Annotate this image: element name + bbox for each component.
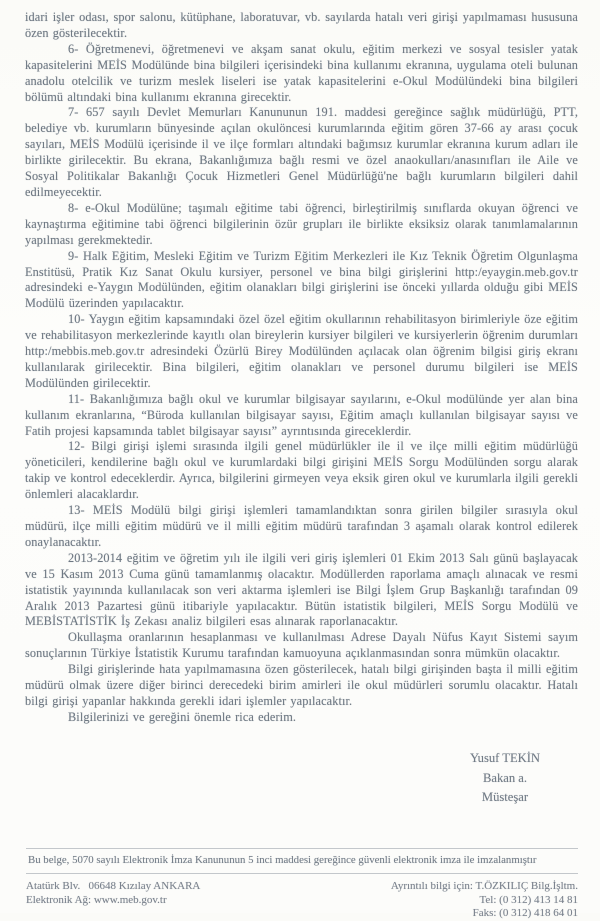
signatory-on-behalf: Bakan a.: [482, 770, 528, 785]
signatory-name: Yusuf TEKİN: [469, 751, 541, 765]
letter-footer: [26, 848, 578, 921]
e-signature-legal-notice: Bu belge, 5070 sayılı Elektronik İmza Kanununun 5 inci maddesi gereğince güvenli elektronik imza ile imzalanmıştır: [28, 854, 537, 866]
address-line: Atatürk Blv. 06648 Kızılay ANKARA: [26, 880, 201, 892]
paragraph-item-11: 11- Bakanlığımıza bağlı okul ve kurumlar bilgisayar sayılarını, e-Okul modülünde yer alan bina kullanım ekranlarına, “Büroda kullanılan bilgisayar sayısı, Eğitim amaçlı kullanılan bilgisayar sayısı ve Fatih projesi kapsamında tablet bilgisayar sayısı” ayrıntısında gireceklerdir.: [25, 391, 578, 438]
paragraph-item-10: 10- Yaygın eğitim kapsamındaki özel özel eğitim okullarının rehabilitasyon birimleriyle öze eğitim ve rehabilitasyon merkezlerinde kayıtlı olan bireylerin kursiyer bilgileri ve kursiyerlerin öğrenim durumları http:/mebbis.meb.gov.tr adresindeki Özürlü Birey Modülünden açılacak olan öğrenim bilgisi giriş ekranı kullanılarak girilecektir. Bina bilgileri, eğitim olanakları ve personel durumu bilgileri ise MEİS Modülünden girilecektir.: [25, 312, 578, 390]
paragraph-item-6: 6- Öğretmenevi, öğretmenevi ve akşam sanat okulu, eğitim merkezi ve sosyal tesisler yatak kapasitelerini MEİS Modülünde bina bilgileri içerisindeki bina kullanımı ekranına, uygulama oteli bulunan anadolu otelcilik ve turizm meslek liseleri ise yatak kapasitelerini e-Okul Modülündeki bina bilgileri bölümü altındaki bina kullanımı ekranına girecektir.: [25, 41, 578, 104]
paragraph-item-8: 8- e-Okul Modülüne; taşımalı eğitime tabi öğrenci, birleştirilmiş sınıflarda okuyan öğrenci ve kaynaştırma eğitimine tabi öğrenci bilgilerinin özür grupları ile birlikte eksiksiz olarak tanımlamalarının yapılması gerekmektedir.: [25, 200, 578, 247]
footer-contact-column: [391, 880, 578, 921]
paragraph-continuation: idari işler odası, spor salonu, kütüphane, laboratuvar, vb. sayılarda hatalı veri girişi yapılmaması hususuna özen gösterilecektir.: [25, 10, 578, 40]
signatory-title: Müsteşar: [481, 790, 529, 804]
paragraph-responsibility: Bilgi girişlerinde hata yapılmamasına özen gösterilecek, hatalı bilgi girişinden başta il milli eğitim müdürü olmak üzere diğer birinci derecedeki birim amirleri ile okul müdürleri sorumlu olacaktır. Hatalı bilgi girişi yapanlar hakkında gerekli idari işlemler yapılacaktır.: [25, 662, 578, 708]
closing-line: Bilgilerinizi ve gereğini önemle rica ederim.: [68, 709, 297, 724]
paragraph-enrollment-rates: Okullaşma oranlarının hesaplanması ve kullanılması Adrese Dayalı Nüfus Kayıt Sistemi sayım sonuçlarının Türkiye İstatistik Kurumu tarafından kamuoyuna açıklanmasından sonra mümkün olacaktır.: [25, 630, 578, 661]
paragraph-item-12: 12- Bilgi girişi işlemi sırasında ilgili genel müdürlükler ile il ve ilçe milli eğitim müdürlüğü yöneticileri, kendilerine bağlı okul ve kurumlardaki bilgi girişini MEİS Sorgu Modülünden sorgu alarak takip ve kontrol edeceklerdir. Ayrıca, bilgilerini girmeyen veya eksik giren okul ve kurumlarla ilgili gerekli önlemleri alacaklardır.: [25, 439, 578, 502]
website-line: Elektronik Ağ: www.meb.gov.tr: [26, 893, 167, 906]
paragraph-item-13: 13- MEİS Modülü bilgi girişi işlemleri tamamlandıktan sonra girilen bilgiler sırasıyla okul müdürü, ilçe milli eğitim müdürü ve il milli eğitim müdürü tarafından 3 aşamalı olarak kontrol edilerek onaylanacaktır.: [25, 503, 578, 549]
phone-line: Tel: (0 312) 413 14 81: [479, 893, 578, 906]
signature-block: [440, 749, 570, 808]
contact-person-line: Ayrıntılı bilgi için: T.ÖZKILIÇ Bilg.İşltm.: [390, 880, 578, 892]
footer-address-column: [26, 880, 200, 921]
paragraph-item-7: 7- 657 sayılı Devlet Memurları Kanununun 191. maddesi gereğince sağlık müdürlüğü, PTT, belediye vb. kurumların bünyesinde açılan okulöncesi kurumlarında eğitim gören 37-66 ay arası çocuk sayıları, MEİS Modülü içerisinde il ve ilçe formları altındaki bağımsız kurumlar ekranına kurum adları ile birlikte girilecektir. Bu ekrana, Bakanlığımıza bağlı resmi ve özel anaokulları/anasınıfları ile Aile ve Sosyal Politikalar Bakanlığı Çocuk Hizmetleri Genel Müdürlüğü'ne bağlı kurumların bilgileri dahil edilmeyecektir.: [25, 105, 578, 199]
letter-body: [25, 10, 578, 726]
fax-line: Faks: (0 312) 418 64 01: [472, 907, 578, 919]
paragraph-item-9: 9- Halk Eğitim, Mesleki Eğitim ve Turizm Eğitim Merkezleri ile Kız Teknik Öğretim Olgunlaşma Enstitüsü, Pratik Kız Sanat Okulu kursiyer, personel ve bina bilgi girişlerini http:/eyaygin.meb.gov.tr adresindeki e-Yaygın Modülünden, eğitim olanakları bilgi girişlerini ise önceki yıllarda olduğu gibi MEİS Modülü üzerinden yapılacaktır.: [25, 248, 578, 311]
paragraph-schedule: 2013-2014 eğitim ve öğretim yılı ile ilgili veri giriş işlemleri 01 Ekim 2013 Salı günü başlayacak ve 15 Kasım 2013 Cuma günü tamamlanmış olacaktır. Modüllerden raporlama amaçlı alınacak ve resmi istatistik yayınında kullanılacak son veri aktarma işlemleri ise Bilgi İşlem Grup Başkanlığı tarafından 09 Aralık 2013 Pazartesi günü itibariyle yapılacaktır. Bütün istatistik bilgileri, MEİS Sorgu Modülü ve MEBİSTATİSTİK İş Zekası analiz bilgileri esas alınarak raporlanacaktır.: [25, 550, 578, 629]
footer-contact-block: [26, 874, 578, 921]
